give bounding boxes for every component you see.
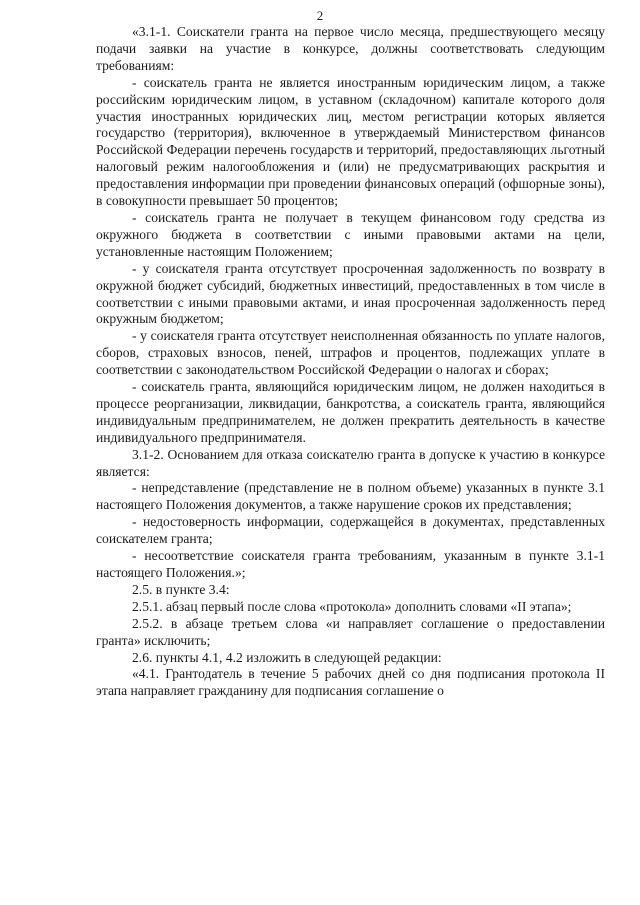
paragraph-refusal-documents: - непредставление (представление не в полном объеме) указанных в пункте 3.1 настоящего Положения документов, а также нарушение сроков их представления; bbox=[96, 480, 605, 513]
paragraph-requirement-debt: - у соискателя гранта отсутствует просроченная задолженность по возврату в окружной бюджет субсидий, бюджетных инвестиций, предоставленных в том числе в соответствии с иными правовыми актами, и иная просроченная задолженность перед окружным бюджетом; bbox=[96, 260, 605, 327]
paragraph-requirement-reorganization: - соискатель гранта, являющийся юридическим лицом, не должен находиться в процессе реорганизации, ликвидации, банкротства, а соискатель гранта, являющийся индивидуальным предпринимателем, не должен прекратить деятельность в качестве индивидуального предпринимателя. bbox=[96, 379, 605, 445]
page-number: 2 bbox=[316, 8, 324, 23]
paragraph-2-6: 2.6. пункты 4.1, 4.2 изложить в следующей редакции: bbox=[132, 649, 442, 665]
paragraph-requirement-foreign: - соискатель гранта не является иностранным юридическим лицом, а также российским юридическим лицом, в уставном (складочном) капитале которого доля участия иностранных юридических лиц, местом регистрации которых является государство (территория), включенное в утверждаемый Министерством финансов Российской Федерации перечень государств и территорий, предоставляющих льготный налоговый режим налогообложения и (или) не предусматривающих раскрытия и предоставления информации при проведении финансовых операций (офшорные зоны), в совокупности превышает 50 процентов; bbox=[96, 74, 605, 209]
paragraph-2-5-1: 2.5.1. абзац первый после слова «протокола» дополнить словами «II этапа»; bbox=[132, 598, 572, 614]
paragraph-refusal-noncompliance: - несоответствие соискателя гранта требованиям, указанным в пункте 3.1-1 настоящего Положения.»; bbox=[96, 548, 605, 580]
paragraph-2-5-2: 2.5.2. в абзаце третьем слова «и направляет соглашение о предоставлении гранта» исключить; bbox=[96, 615, 605, 648]
paragraph-4-1: «4.1. Грантодатель в течение 5 рабочих дней со дня подписания протокола II этапа направляет гражданину для подписания соглашение о bbox=[96, 666, 605, 699]
paragraph-3-1-2: 3.1-2. Основанием для отказа соискателю гранта в допуске к участию в конкурсе является: bbox=[96, 446, 605, 479]
paragraph-2-5: 2.5. в пункте 3.4: bbox=[132, 581, 230, 597]
paragraph-refusal-unreliable: - недостоверность информации, содержащейся в документах, представленных соискателем гранта; bbox=[96, 514, 605, 547]
paragraph-3-1-1: «3.1-1. Соискатели гранта на первое число месяца, предшествующего месяцу подачи заявки на участие в конкурсе, должны соответствовать следующим требованиям: bbox=[96, 24, 605, 73]
document-body bbox=[96, 24, 605, 700]
paragraph-requirement-taxes: - у соискателя гранта отсутствует неисполненная обязанность по уплате налогов, сборов, страховых взносов, пеней, штрафов и процентов, подлежащих уплате в соответствии с законодательством Российской Федерации о налогах и сборах; bbox=[96, 328, 605, 378]
paragraph-requirement-budget: - соискатель гранта не получает в текущем финансовом году средства из окружного бюджета в соответствии с иными правовыми актами на цели, установленные настоящим Положением; bbox=[96, 209, 605, 259]
